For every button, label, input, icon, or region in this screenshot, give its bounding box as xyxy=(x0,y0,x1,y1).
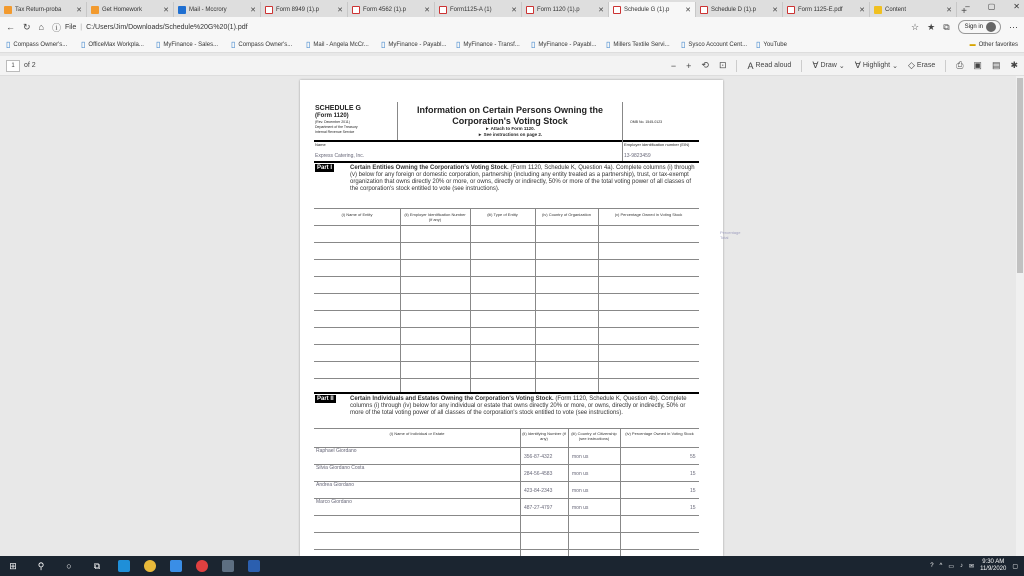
department: Department of the Treasury xyxy=(315,125,358,129)
ime-icon[interactable]: ✉ xyxy=(969,563,975,570)
revision: (Rev. December 2011) xyxy=(315,120,350,124)
cortana-icon[interactable]: ○ xyxy=(66,561,72,571)
favorite-label: Compass Owner's... xyxy=(238,41,293,48)
tab-favicon-icon xyxy=(352,6,360,14)
fit-page-icon[interactable]: ⊡ xyxy=(718,60,727,70)
favorite-item[interactable] xyxy=(531,40,602,49)
tab-label: Form1125-A (1) xyxy=(450,6,492,13)
minimize-icon[interactable]: – xyxy=(965,2,970,11)
part2-col-header: (iv) Percentage Owned in Voting Stock xyxy=(625,431,694,436)
chevron-up-icon[interactable]: ^ xyxy=(939,563,943,569)
form-number: (Form 1120) xyxy=(315,113,349,119)
tab-label: Tax Return-proba xyxy=(15,6,62,13)
scrollbar[interactable] xyxy=(1016,76,1024,556)
schedule-label: SCHEDULE G xyxy=(315,105,361,112)
tab-strip xyxy=(0,0,1024,17)
tab-close-icon[interactable]: ✕ xyxy=(424,6,430,14)
app-icon[interactable] xyxy=(196,560,208,572)
back-icon[interactable]: ← xyxy=(6,22,15,32)
cell-id[interactable]: 423-84-2343 xyxy=(524,488,553,494)
part1-tag xyxy=(315,165,334,171)
name-label: Name xyxy=(315,142,326,147)
table-row[interactable] xyxy=(314,361,699,362)
favorite-label: YouTube xyxy=(763,41,787,48)
favorite-item[interactable] xyxy=(381,40,452,49)
tab-label: Form 1125-E.pdf xyxy=(798,6,843,13)
table-row[interactable] xyxy=(314,225,699,226)
favorites-icon[interactable]: ★ xyxy=(927,21,936,32)
tab-7[interactable] xyxy=(609,2,696,17)
ein-value[interactable]: 13-9823459 xyxy=(624,153,651,159)
favorite-star-icon[interactable]: ☆ xyxy=(911,21,920,32)
avatar xyxy=(986,22,996,32)
part2-body: (Form 1120, Schedule K, Question 4b). Complete columns (i) through (iv) below for any individual or estate that owns directly 20% or more, or owns, directly or indirectly, 50% or more of the total voting power of all classes of the corporation's stock entitled to vote (see instructions). xyxy=(350,396,687,416)
tab-close-icon[interactable]: ✕ xyxy=(76,6,82,14)
part1-col-header: (ii) Employer Identification Number (if any) xyxy=(404,212,466,222)
highlight-icon: ∀ xyxy=(854,60,861,70)
tab-label: Form 1120 (1).p xyxy=(537,6,580,13)
new-tab-button[interactable]: + xyxy=(961,6,967,17)
table-row[interactable] xyxy=(314,481,699,482)
notification-icon[interactable]: ▢ xyxy=(1012,563,1018,570)
favorite-item[interactable] xyxy=(6,40,77,49)
table-row[interactable] xyxy=(314,549,699,550)
part2-tag-text: Part II xyxy=(317,396,334,402)
divider xyxy=(945,60,946,72)
tab-close-icon[interactable]: ✕ xyxy=(250,6,256,14)
windows-start-icon[interactable]: ⊞ xyxy=(9,560,17,571)
tab-5[interactable] xyxy=(435,2,522,17)
tab-favicon-icon xyxy=(439,6,447,14)
divider xyxy=(736,60,737,72)
read-aloud-icon: A xyxy=(747,60,754,71)
part2-col-header: (i) Name of Individual or Estate xyxy=(389,431,445,436)
part1-body: (Form 1120, Schedule K, Question 4a). Complete columns (i) through (v) below for any foreign or domestic corporation, partnership (including any entity treated as a partnership), trust, or tax-exempt organization that owns directly 20% or more, or owns, directly or indirectly, 50% or more of the total voting power of all classes of the corporation's stock entitled to vote (see instructions). xyxy=(350,165,695,192)
part1-col-header: (i) Name of Entity xyxy=(341,212,373,217)
tab-1[interactable] xyxy=(87,2,174,17)
pin-icon[interactable]: ✱ xyxy=(1010,60,1018,70)
tab-close-icon[interactable]: ✕ xyxy=(511,6,517,14)
divider xyxy=(314,161,699,163)
read-aloud-button[interactable] xyxy=(747,61,791,71)
tab-close-icon[interactable]: ✕ xyxy=(772,6,778,14)
table-row[interactable] xyxy=(314,532,699,533)
calculator-icon[interactable] xyxy=(222,560,234,572)
tab-4[interactable] xyxy=(348,2,435,17)
form-title-2: Corporation's Voting Stock xyxy=(452,116,568,126)
favorite-item[interactable] xyxy=(681,40,752,49)
draw-label: Draw xyxy=(820,62,837,69)
tab-favicon-icon xyxy=(874,6,882,14)
favorite-page-icon: ▯ xyxy=(231,40,236,49)
attach-note: ► Attach to Form 1120. xyxy=(485,126,535,131)
collections-icon[interactable]: ⧉ xyxy=(943,21,950,32)
table-row[interactable] xyxy=(314,378,699,379)
cell-name[interactable]: Andrea Giordano xyxy=(316,482,355,488)
tab-label: Form 4562 (1).p xyxy=(363,6,407,13)
info-icon: ⓘ xyxy=(51,22,61,33)
erase-label: Erase xyxy=(916,62,936,69)
table-row[interactable] xyxy=(314,464,699,465)
favorite-page-icon: ▯ xyxy=(6,40,11,49)
tab-close-icon[interactable]: ✕ xyxy=(598,6,604,14)
part2-tag xyxy=(315,396,336,402)
system-tray xyxy=(930,559,1018,573)
clock-date: 11/9/2020 xyxy=(980,566,1007,572)
part2-col-header: (ii) Identifying Number (if any) xyxy=(522,431,566,441)
name-value[interactable]: Express Catering, Inc. xyxy=(315,153,365,159)
address-bar xyxy=(0,17,1024,37)
cell-id[interactable]: 487-27-4797 xyxy=(524,505,553,511)
clock[interactable] xyxy=(980,559,1006,573)
table-row[interactable] xyxy=(314,344,699,345)
draw-icon: ∀ xyxy=(812,60,819,70)
eraser-icon: ◇ xyxy=(908,60,915,70)
tab-3[interactable] xyxy=(261,2,348,17)
cell-id[interactable]: 284-56-4583 xyxy=(524,471,553,477)
window-controls xyxy=(965,2,1020,11)
cell-name[interactable]: Marco Giordano xyxy=(316,499,352,505)
tab-2[interactable] xyxy=(174,2,261,17)
favorite-page-icon: ▯ xyxy=(381,40,386,49)
faint-text: Percentage Total xyxy=(720,230,741,240)
home-icon[interactable]: ⌂ xyxy=(38,22,44,32)
read-aloud-label: Read aloud xyxy=(755,62,792,69)
clock-time: 9:30 AM xyxy=(982,559,1005,565)
part2-description xyxy=(350,396,700,417)
table-row[interactable] xyxy=(314,310,699,311)
tab-label: Schedule D (1).p xyxy=(711,6,757,13)
favorite-page-icon: ▯ xyxy=(81,40,86,49)
favorite-item[interactable] xyxy=(606,40,677,49)
table-row[interactable] xyxy=(314,327,699,328)
tab-label: Form 8949 (1).p xyxy=(276,6,320,13)
url-prefix: File xyxy=(65,23,77,31)
url-separator: | xyxy=(80,23,83,31)
pdf-toolbar xyxy=(0,56,1024,76)
part1-tag-text: Part I xyxy=(317,165,333,171)
tab-close-icon[interactable]: ✕ xyxy=(337,6,343,14)
page-number-input[interactable]: 1 xyxy=(6,60,20,72)
divider xyxy=(622,102,623,140)
sign-in-button[interactable] xyxy=(958,20,1001,34)
tab-favicon-icon xyxy=(91,6,99,14)
cell-country[interactable]: mon us xyxy=(572,488,589,494)
tab-6[interactable] xyxy=(522,2,609,17)
cell-country[interactable]: mon us xyxy=(572,454,589,460)
page-count: of 2 xyxy=(24,62,36,69)
refresh-icon[interactable]: ↻ xyxy=(23,21,31,32)
table-row[interactable] xyxy=(314,293,699,294)
favorite-label: OfficeMax Workpla... xyxy=(88,41,144,48)
table-row[interactable] xyxy=(314,276,699,277)
close-icon[interactable]: ✕ xyxy=(1013,2,1020,11)
url-field[interactable] xyxy=(52,21,248,34)
tab-9[interactable] xyxy=(783,2,870,17)
column-divider xyxy=(470,208,471,393)
task-view-icon[interactable]: ⧉ xyxy=(93,560,101,571)
favorite-label: Mail - Angela McCr... xyxy=(313,41,369,48)
divider xyxy=(801,60,802,72)
favorite-item[interactable] xyxy=(756,40,827,49)
erase-button[interactable] xyxy=(908,60,935,71)
save-icon[interactable]: ▣ xyxy=(973,60,982,70)
tab-close-icon[interactable]: ✕ xyxy=(859,6,865,14)
favorite-item[interactable] xyxy=(81,40,152,49)
sign-in-label: Sign in xyxy=(964,24,983,30)
edge-icon[interactable] xyxy=(118,560,130,572)
irs: Internal Revenue Service xyxy=(315,130,355,134)
part1-description xyxy=(350,165,700,193)
chrome-icon[interactable] xyxy=(144,560,156,572)
favorite-page-icon: ▯ xyxy=(531,40,536,49)
pdf-page xyxy=(300,80,741,556)
zoom-out-icon[interactable]: − xyxy=(670,60,677,71)
ein-label: Employer identification number (EIN) xyxy=(624,142,690,147)
column-divider xyxy=(620,428,621,556)
column-divider xyxy=(520,428,521,556)
divider xyxy=(622,140,623,161)
table-row[interactable] xyxy=(314,259,699,260)
save-as-icon[interactable]: ▤ xyxy=(991,60,1001,70)
tab-label: Schedule G (1).p xyxy=(624,6,670,13)
table-row[interactable] xyxy=(314,242,699,243)
volume-icon[interactable]: ♪ xyxy=(960,563,964,569)
tab-8[interactable] xyxy=(696,2,783,17)
favorite-page-icon: ▯ xyxy=(756,40,761,49)
taskbar xyxy=(0,556,1024,576)
tab-favicon-icon xyxy=(178,6,186,14)
mail-icon[interactable] xyxy=(170,560,182,572)
tab-favicon-icon xyxy=(526,6,534,14)
tab-close-icon[interactable]: ✕ xyxy=(163,6,169,14)
see-note: ► See instructions on page 2. xyxy=(477,132,543,137)
column-divider xyxy=(400,208,401,393)
tab-favicon-icon xyxy=(700,6,708,14)
divider xyxy=(314,208,699,209)
tab-close-icon[interactable]: ✕ xyxy=(946,6,952,14)
tab-favicon-icon xyxy=(4,6,12,14)
tab-close-icon[interactable]: ✕ xyxy=(685,6,691,14)
favorite-page-icon: ▯ xyxy=(306,40,311,49)
help-icon[interactable]: ? xyxy=(930,563,934,569)
favorite-label: Millers Textile Servi... xyxy=(613,41,670,48)
tab-label: Mail - Mccrory xyxy=(189,6,227,13)
url-text: C:/Users/Jim/Downloads/Schedule%20G%20(1).pdf xyxy=(86,23,248,31)
column-divider xyxy=(535,208,536,393)
divider xyxy=(314,428,699,429)
chevron-down-icon: ⌄ xyxy=(892,62,898,70)
cell-pct[interactable]: 15 xyxy=(690,505,696,511)
favorite-label: Compass Owner's... xyxy=(13,41,68,48)
part1-heading: Certain Entities Owning the Corporation's Voting Stock. xyxy=(350,165,509,171)
other-favorites-label: Other favorites xyxy=(978,41,1018,48)
favorite-page-icon: ▯ xyxy=(156,40,161,49)
word-icon[interactable] xyxy=(248,560,260,572)
zoom-in-icon[interactable]: + xyxy=(686,60,692,71)
table-row[interactable] xyxy=(314,498,699,499)
cell-country[interactable]: mon us xyxy=(572,471,589,477)
part1-col-header: (iv) Country of Organization xyxy=(542,212,591,217)
chevron-down-icon: ⌄ xyxy=(838,62,845,70)
table-row[interactable] xyxy=(314,447,699,448)
cell-name[interactable]: Raphael Giordano xyxy=(316,448,357,454)
network-icon[interactable]: ▭ xyxy=(948,563,955,570)
search-icon[interactable]: ⚲ xyxy=(37,560,45,571)
part1-col-header: (iii) Type of Entity xyxy=(487,212,518,217)
column-divider xyxy=(568,428,569,556)
tab-favicon-icon xyxy=(787,6,795,14)
cell-country[interactable]: mon us xyxy=(572,505,589,511)
favorite-item[interactable] xyxy=(231,40,302,49)
form-title-1: Information on Certain Persons Owning the xyxy=(416,105,603,115)
tab-label: Content xyxy=(885,6,907,13)
more-icon[interactable]: ⋯ xyxy=(1009,21,1018,32)
favorite-item[interactable] xyxy=(156,40,227,49)
tab-favicon-icon xyxy=(613,6,621,14)
cell-id[interactable]: 356-87-4322 xyxy=(524,454,553,460)
favorite-label: MyFinance - Payabl... xyxy=(388,41,447,48)
cell-pct[interactable]: 15 xyxy=(690,471,696,477)
tab-favicon-icon xyxy=(265,6,273,14)
favorite-item[interactable] xyxy=(306,40,377,49)
favorite-page-icon: ▯ xyxy=(606,40,611,49)
favorite-item[interactable] xyxy=(456,40,527,49)
part2-heading: Certain Individuals and Estates Owning the Corporation's Voting Stock. xyxy=(350,396,554,402)
maximize-icon[interactable]: ▢ xyxy=(987,2,996,11)
highlight-label: Highlight xyxy=(862,62,891,69)
omb-number: OMB No. 1545-0123 xyxy=(630,120,663,124)
scrollbar-thumb[interactable] xyxy=(1017,78,1023,273)
highlight-button[interactable] xyxy=(855,60,898,71)
divider xyxy=(314,392,699,394)
favorite-page-icon: ▯ xyxy=(681,40,686,49)
favorite-label: MyFinance - Payabl... xyxy=(538,41,597,48)
cell-pct[interactable]: 55 xyxy=(690,454,696,460)
tab-label: Get Homework xyxy=(102,6,143,13)
part1-col-header: (v) Percentage Owned in Voting Stock xyxy=(614,212,683,217)
favorites-bar xyxy=(0,37,1024,53)
print-icon[interactable]: ⎙ xyxy=(956,60,964,70)
tab-10[interactable] xyxy=(870,2,957,17)
table-row[interactable] xyxy=(314,515,699,516)
folder-icon: ▬ xyxy=(969,41,976,48)
favorite-label: MyFinance - Transf... xyxy=(463,41,520,48)
favorite-label: MyFinance - Sales... xyxy=(163,41,219,48)
tab-0[interactable] xyxy=(0,2,87,17)
other-favorites[interactable] xyxy=(970,42,1018,48)
rotate-icon[interactable]: ⟲ xyxy=(701,60,709,70)
column-divider xyxy=(598,208,599,393)
favorite-page-icon: ▯ xyxy=(456,40,461,49)
part2-col-header: (iii) Country of Citizenship (see instructions) xyxy=(571,431,617,441)
draw-button[interactable] xyxy=(812,60,844,71)
cell-name[interactable]: Silvia Giordano Costa xyxy=(316,465,365,471)
favorite-label: Sysco Account Cent... xyxy=(688,41,748,48)
cell-pct[interactable]: 15 xyxy=(690,488,696,494)
divider xyxy=(397,102,398,140)
